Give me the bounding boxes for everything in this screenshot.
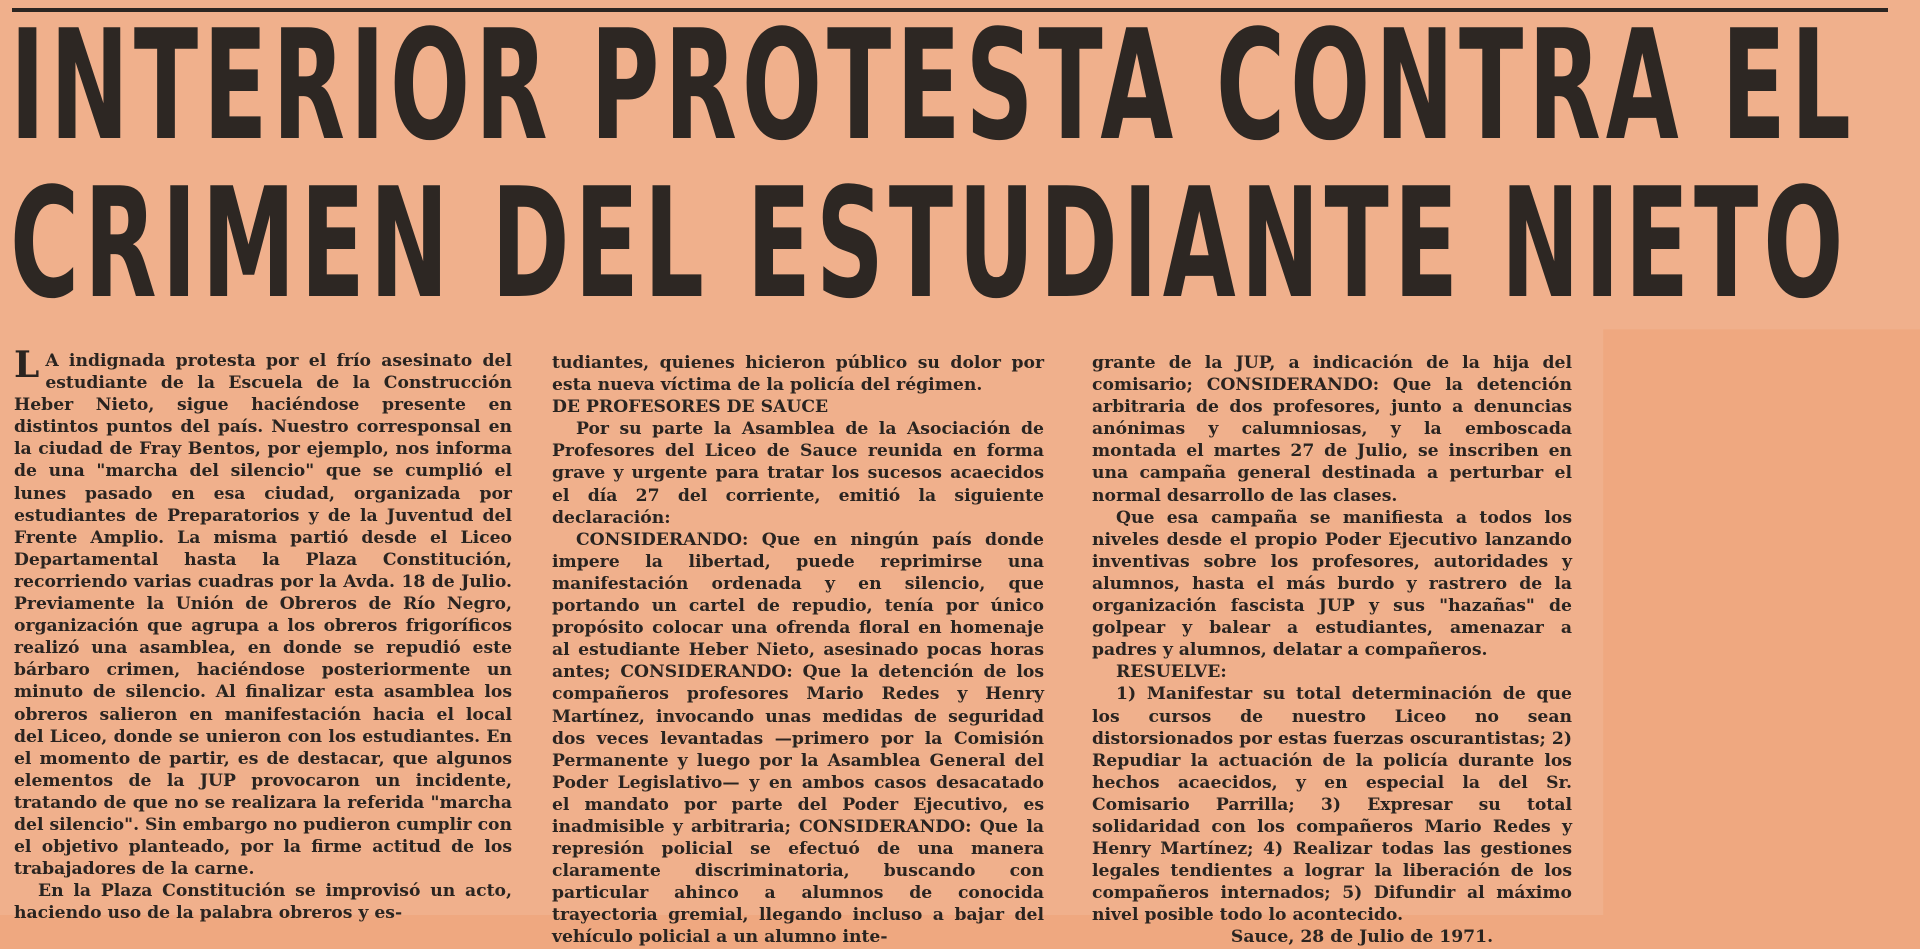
paragraph: tudiantes, quienes hicieron público su dolor por esta nueva víctima de la policía del régimen.	[552, 353, 1044, 396]
signature-line: Sauce, 28 de Julio de 1971.	[1230, 927, 1494, 948]
paragraph-text: A indignada protesta por el frío asesinato del estudiante de la Escuela de la Construcción Heber Nieto, sigue haciéndose presente en distintos puntos del país. Nuestro corresponsal en la ciudad de Fray Bentos, por ejemplo, nos informa de una "marcha del silencio" que se cumplió el lunes pasado en esa ciudad, organizada por estudiantes de Preparatorios y de la Juventud del Frente Amplio. La misma partió desde el Liceo Departamental hasta la Plaza Constitución, recorriendo varias cuadras por la Avda. 18 de Julio. Previamente la Unión de Obreros de Río Negro, organización que agrupa a los obreros frigoríficos realizó una asamblea, en donde se repudió este bárbaro crimen, haciéndose posteriormente un minuto de silencio. Al finalizar esta asamblea los obreros salieron en manifestación hacia el local del Liceo, donde se unieron con los estudiantes. En el momento de partir, es de destacar, que algunos elementos de la JUP provocaron un incidente, tratando de que no se realizara la referida "marcha del silencio". Sin embargo no pudieron cumplir con el objetivo planteado, por la firme actitud de los trabajadores de la carne.	[14, 351, 512, 880]
article-column-1	[14, 344, 512, 924]
paragraph: CONSIDERANDO: Que en ningún país donde impere la libertad, puede reprimirse una manifestación ordenada y en silencio, que portando un cartel de repudio, tenía por único propósito colocar una ofrenda floral en homenaje al estudiante Heber Nieto, asesinado pocas horas antes; CONSIDERANDO: Que la detención de los compañeros profesores Mario Redes y Henry Martínez, invocando unas medidas de seguridad dos veces levantadas —primero por la Comisión Permanente y luego por la Asamblea General del Poder Legislativo— y en ambos casos desacatado el mandato por parte del Poder Ejecutivo, es inadmisible y arbitraria; CONSIDERANDO: Que la represión policial se efectuó de una manera claramente discriminatoria, buscando con particular ahinco a alumnos de conocida trayectoria gremial, llegando incluso a bajar del vehículo policial a un alumno inte-	[552, 529, 1044, 948]
drop-cap: L	[14, 344, 40, 386]
headline-line-2: CRIMEN DEL ESTUDIANTE NIETO	[10, 168, 1849, 320]
resuelve-heading: RESUELVE:	[1116, 662, 1227, 683]
paragraph: Por su parte la Asamblea de la Asociación de Profesores del Liceo de Sauce reunida en forma grave y urgente para tratar los sucesos acaecidos el día 27 del corriente, emitió la siguiente declaración:	[552, 419, 1044, 528]
paragraph: En la Plaza Constitución se improvisó un acto, haciendo uso de la palabra obreros y es-	[14, 881, 512, 924]
subheading: DE PROFESORES DE SAUCE	[552, 397, 829, 418]
article-column-3	[1092, 352, 1572, 949]
paragraph: grante de la JUP, a indicación de la hija del comisario; CONSIDERANDO: Que la detención arbitraria de dos profesores, junto a denuncias anónimas y calumniosas, y la emboscada montada el martes 27 de Julio, se inscriben en una campaña general destinada a perturbar el normal desarrollo de las clases.	[1092, 353, 1572, 506]
paragraph: Que esa campaña se manifiesta a todos los niveles desde el propio Poder Ejecutivo lanzando inventivas sobre los profesores, autoridades y alumnos, hasta el más burdo y rastrero de la organización fascista JUP y sus "hazañas" de golpear y balear a estudiantes, amenazar a padres y alumnos, delatar a compañeros.	[1092, 507, 1572, 661]
headline-line-1: INTERIOR PROTESTA CONTRA EL	[10, 10, 1856, 162]
article-column-2	[552, 352, 1044, 949]
paragraph	[14, 344, 512, 880]
paragraph: 1) Manifestar su total determinación de que los cursos de nuestro Liceo no sean distorsionados por estas fuerzas oscurantistas; 2) Repudiar la actuación de la policía durante los hechos acaecidos, y en especial la del Sr. Comisario Parrilla; 3) Expresar su total solidaridad con los compañeros Mario Redes y Henry Martínez; 4) Realizar todas las gestiones legales tendientes a lograr la liberación de los compañeros internados; 5) Difundir al máximo nivel posible todo lo acontecido.	[1092, 684, 1572, 926]
